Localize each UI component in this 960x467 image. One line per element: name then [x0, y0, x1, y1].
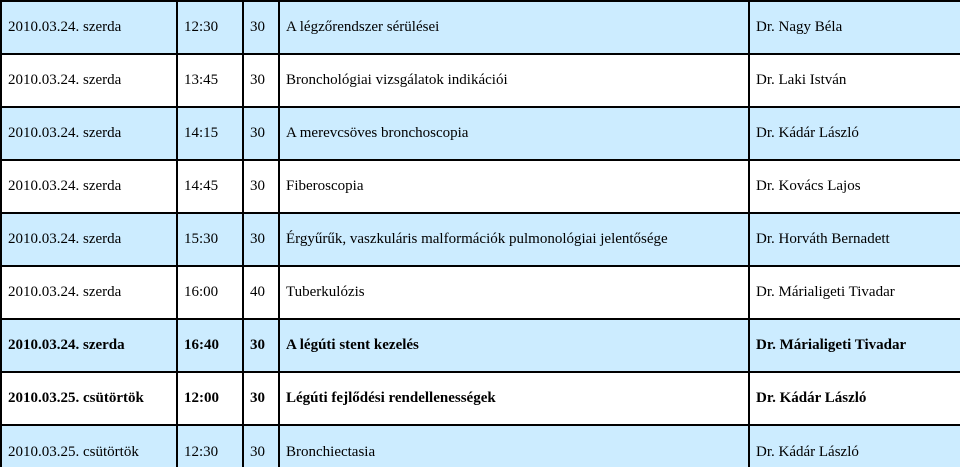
- table-row: [1, 372, 960, 425]
- table-row: [1, 213, 960, 266]
- topic-cell: A légúti stent kezelés: [279, 319, 749, 372]
- table-row: [1, 1, 960, 54]
- duration-cell: 30: [243, 425, 279, 467]
- date-cell: 2010.03.24. szerda: [1, 1, 177, 54]
- time-cell: 13:45: [177, 54, 243, 107]
- speaker-cell: Dr. Nagy Béla: [749, 1, 960, 54]
- table-row: [1, 107, 960, 160]
- table-row: [1, 160, 960, 213]
- topic-cell: Bronchiectasia: [279, 425, 749, 467]
- time-cell: 16:40: [177, 319, 243, 372]
- date-cell: 2010.03.24. szerda: [1, 266, 177, 319]
- duration-cell: 30: [243, 1, 279, 54]
- topic-cell: Bronchológiai vizsgálatok indikációi: [279, 54, 749, 107]
- date-cell: 2010.03.24. szerda: [1, 213, 177, 266]
- time-cell: 12:30: [177, 425, 243, 467]
- speaker-cell: Dr. Kádár László: [749, 372, 960, 425]
- table-row: [1, 266, 960, 319]
- speaker-cell: Dr. Kádár László: [749, 107, 960, 160]
- topic-cell: Tuberkulózis: [279, 266, 749, 319]
- speaker-cell: Dr. Márialigeti Tivadar: [749, 266, 960, 319]
- date-cell: 2010.03.24. szerda: [1, 107, 177, 160]
- time-cell: 16:00: [177, 266, 243, 319]
- topic-cell: Érgyűrűk, vaszkuláris malformációk pulmonológiai jelentősége: [279, 213, 749, 266]
- time-cell: 12:30: [177, 1, 243, 54]
- date-cell: 2010.03.24. szerda: [1, 160, 177, 213]
- speaker-cell: Dr. Laki István: [749, 54, 960, 107]
- table-row: [1, 319, 960, 372]
- topic-cell: A légzőrendszer sérülései: [279, 1, 749, 54]
- duration-cell: 30: [243, 54, 279, 107]
- table-row: [1, 54, 960, 107]
- duration-cell: 30: [243, 213, 279, 266]
- date-cell: 2010.03.25. csütörtök: [1, 425, 177, 467]
- topic-cell: Fiberoscopia: [279, 160, 749, 213]
- date-cell: 2010.03.25. csütörtök: [1, 372, 177, 425]
- time-cell: 15:30: [177, 213, 243, 266]
- duration-cell: 30: [243, 160, 279, 213]
- speaker-cell: Dr. Kádár László: [749, 425, 960, 467]
- speaker-cell: Dr. Márialigeti Tivadar: [749, 319, 960, 372]
- topic-cell: A merevcsöves bronchoscopia: [279, 107, 749, 160]
- time-cell: 14:45: [177, 160, 243, 213]
- table-row: [1, 425, 960, 467]
- date-cell: 2010.03.24. szerda: [1, 54, 177, 107]
- time-cell: 12:00: [177, 372, 243, 425]
- speaker-cell: Dr. Horváth Bernadett: [749, 213, 960, 266]
- speaker-cell: Dr. Kovács Lajos: [749, 160, 960, 213]
- duration-cell: 30: [243, 372, 279, 425]
- duration-cell: 30: [243, 107, 279, 160]
- time-cell: 14:15: [177, 107, 243, 160]
- date-cell: 2010.03.24. szerda: [1, 319, 177, 372]
- duration-cell: 30: [243, 319, 279, 372]
- topic-cell: Légúti fejlődési rendellenességek: [279, 372, 749, 425]
- duration-cell: 40: [243, 266, 279, 319]
